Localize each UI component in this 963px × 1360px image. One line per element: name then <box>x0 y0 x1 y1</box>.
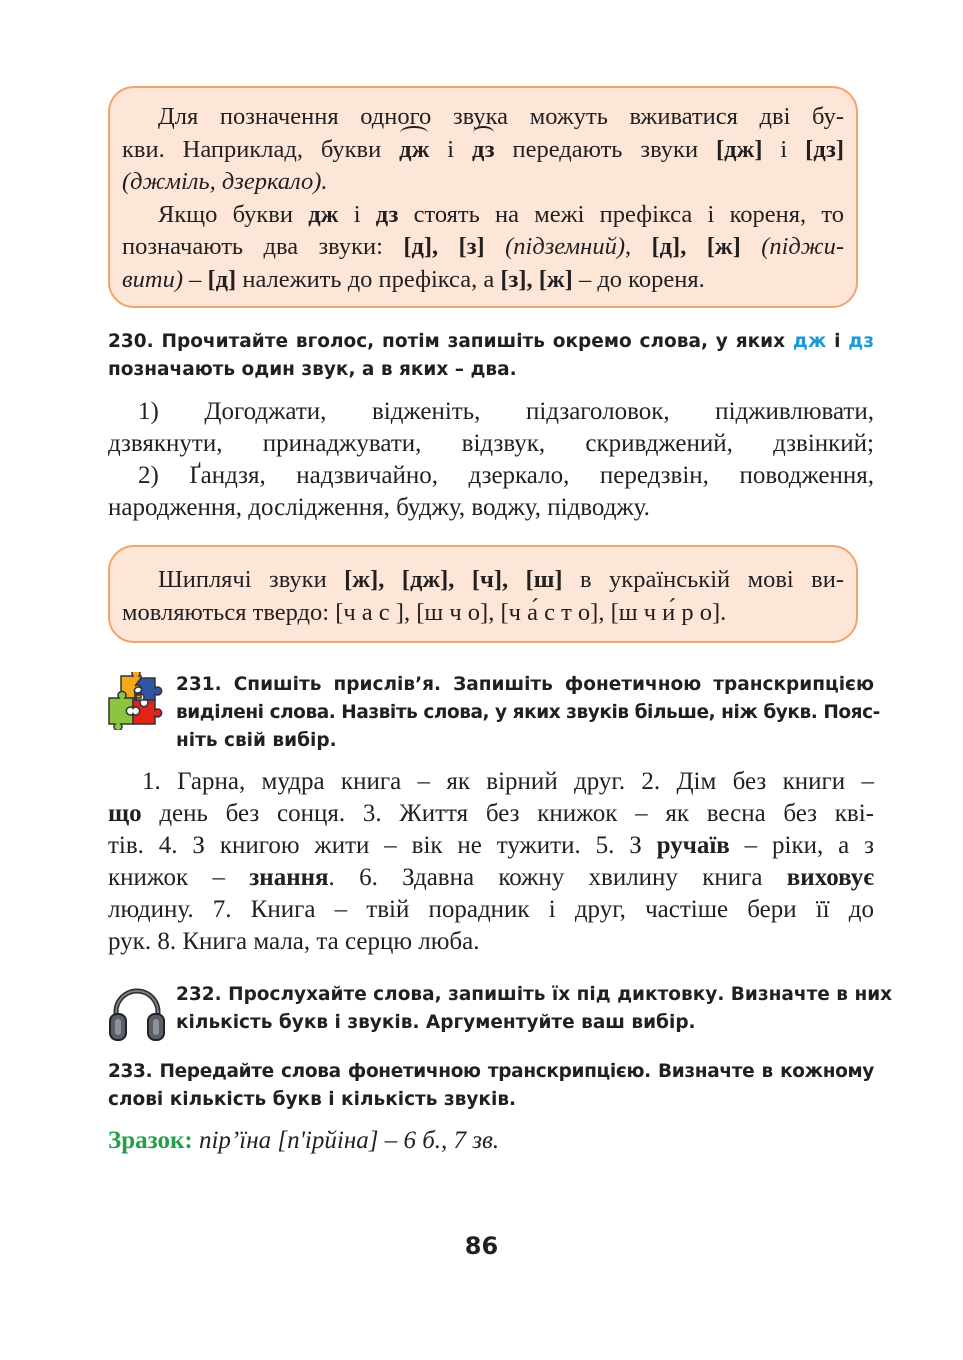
rule-box-digraphs <box>108 86 858 308</box>
task-231-proverbs <box>108 766 874 958</box>
task-233-sample <box>108 1125 858 1157</box>
rule-line: кви. Наприклад, букви дж і дз передають звуки [дж] і [дз] <box>122 134 844 167</box>
task-230-heading: 230. Прочитайте вголос, потім запишіть окремо слова, у яких дж і дз позначають один звук, а в яких – два. <box>108 331 874 380</box>
rule-line: позначають два звуки: [д], [з] (підземний), [д], [ж] (піджи- <box>122 233 845 260</box>
rule-line: Якщо букви дж і дз стоять на межі префікса і кореня, то <box>158 200 845 228</box>
rule-line: Шиплячі звуки [ж], [дж], [ч], [ш] в українській мові ви- <box>158 566 844 593</box>
proverb-line: рук. 8. Книга мала, та серцю люба. <box>108 928 480 955</box>
words-line: 2) Ґандзя, надзвичайно, дзеркало, передзвін, поводження, <box>138 462 874 489</box>
sample-text: пір’їна [п'ірйіна] – 6 б., 7 зв. <box>192 1127 500 1154</box>
sample-label: Зразок: <box>108 1127 193 1154</box>
proverb-line: людину. 7. Книга – твій порадник і друг, частіше бери її до <box>108 896 874 923</box>
words-line: дзвякнути, принаджувати, відзвук, скривджений, дзвінкий; <box>108 430 874 457</box>
rule-line: мовляються твердо: [ч а с ], [ш ч о], [ч а́ с т о], [ш ч и́ р о]. <box>122 598 727 626</box>
proverb-line: що день без сонця. 3. Життя без книжок – як весна без кві- <box>108 800 874 827</box>
task-233-heading: 233. Передайте слова фонетичною транскрипцією. Визначте в кожному слові кількість букв і кількість звуків. <box>108 1061 874 1110</box>
rule-line: (джміль, дзеркало). <box>122 168 328 195</box>
proverb-line: 1. Гарна, мудра книга – як вірний друг. 2. Дім без книги – <box>142 768 874 795</box>
headphones-icon <box>108 984 166 1042</box>
proverb-line: тів. 4. З книгою жити – вік не тужити. 5. З ручаїв – ріки, а з <box>108 832 874 859</box>
words-line: народження, дослідження, буджу, воджу, підводжу. <box>108 494 650 521</box>
rule-line: вити) – [д] належить до префікса, а [з], [ж] – до кореня. <box>122 265 705 293</box>
task-231-heading: 231. Спишіть прислів’я. Запишіть фонетичною транскрипцією виділені слова. Назвіть слова, у яких звуків більше, ніж букв. Пояс- ніть свій вибір. <box>176 674 880 751</box>
rule-box-sibilants <box>108 545 858 643</box>
task-232-heading: 232. Прослухайте слова, запишіть їх під диктовку. Визначте в них кількість букв і звуків. Аргументуйте ваш вибір. <box>176 984 893 1033</box>
page-number: 86 <box>464 1232 499 1260</box>
task-230-words <box>108 396 874 524</box>
proverb-line: книжок – знання. 6. Здавна кожну хвилину книга виховує <box>108 864 875 891</box>
words-line: 1) Догоджати, відженіть, підзаголовок, підживлювати, <box>138 398 874 425</box>
puzzle-icon <box>107 672 165 730</box>
rule-line: Для позначення одного звука можуть вживатися дві бу- <box>158 103 844 130</box>
